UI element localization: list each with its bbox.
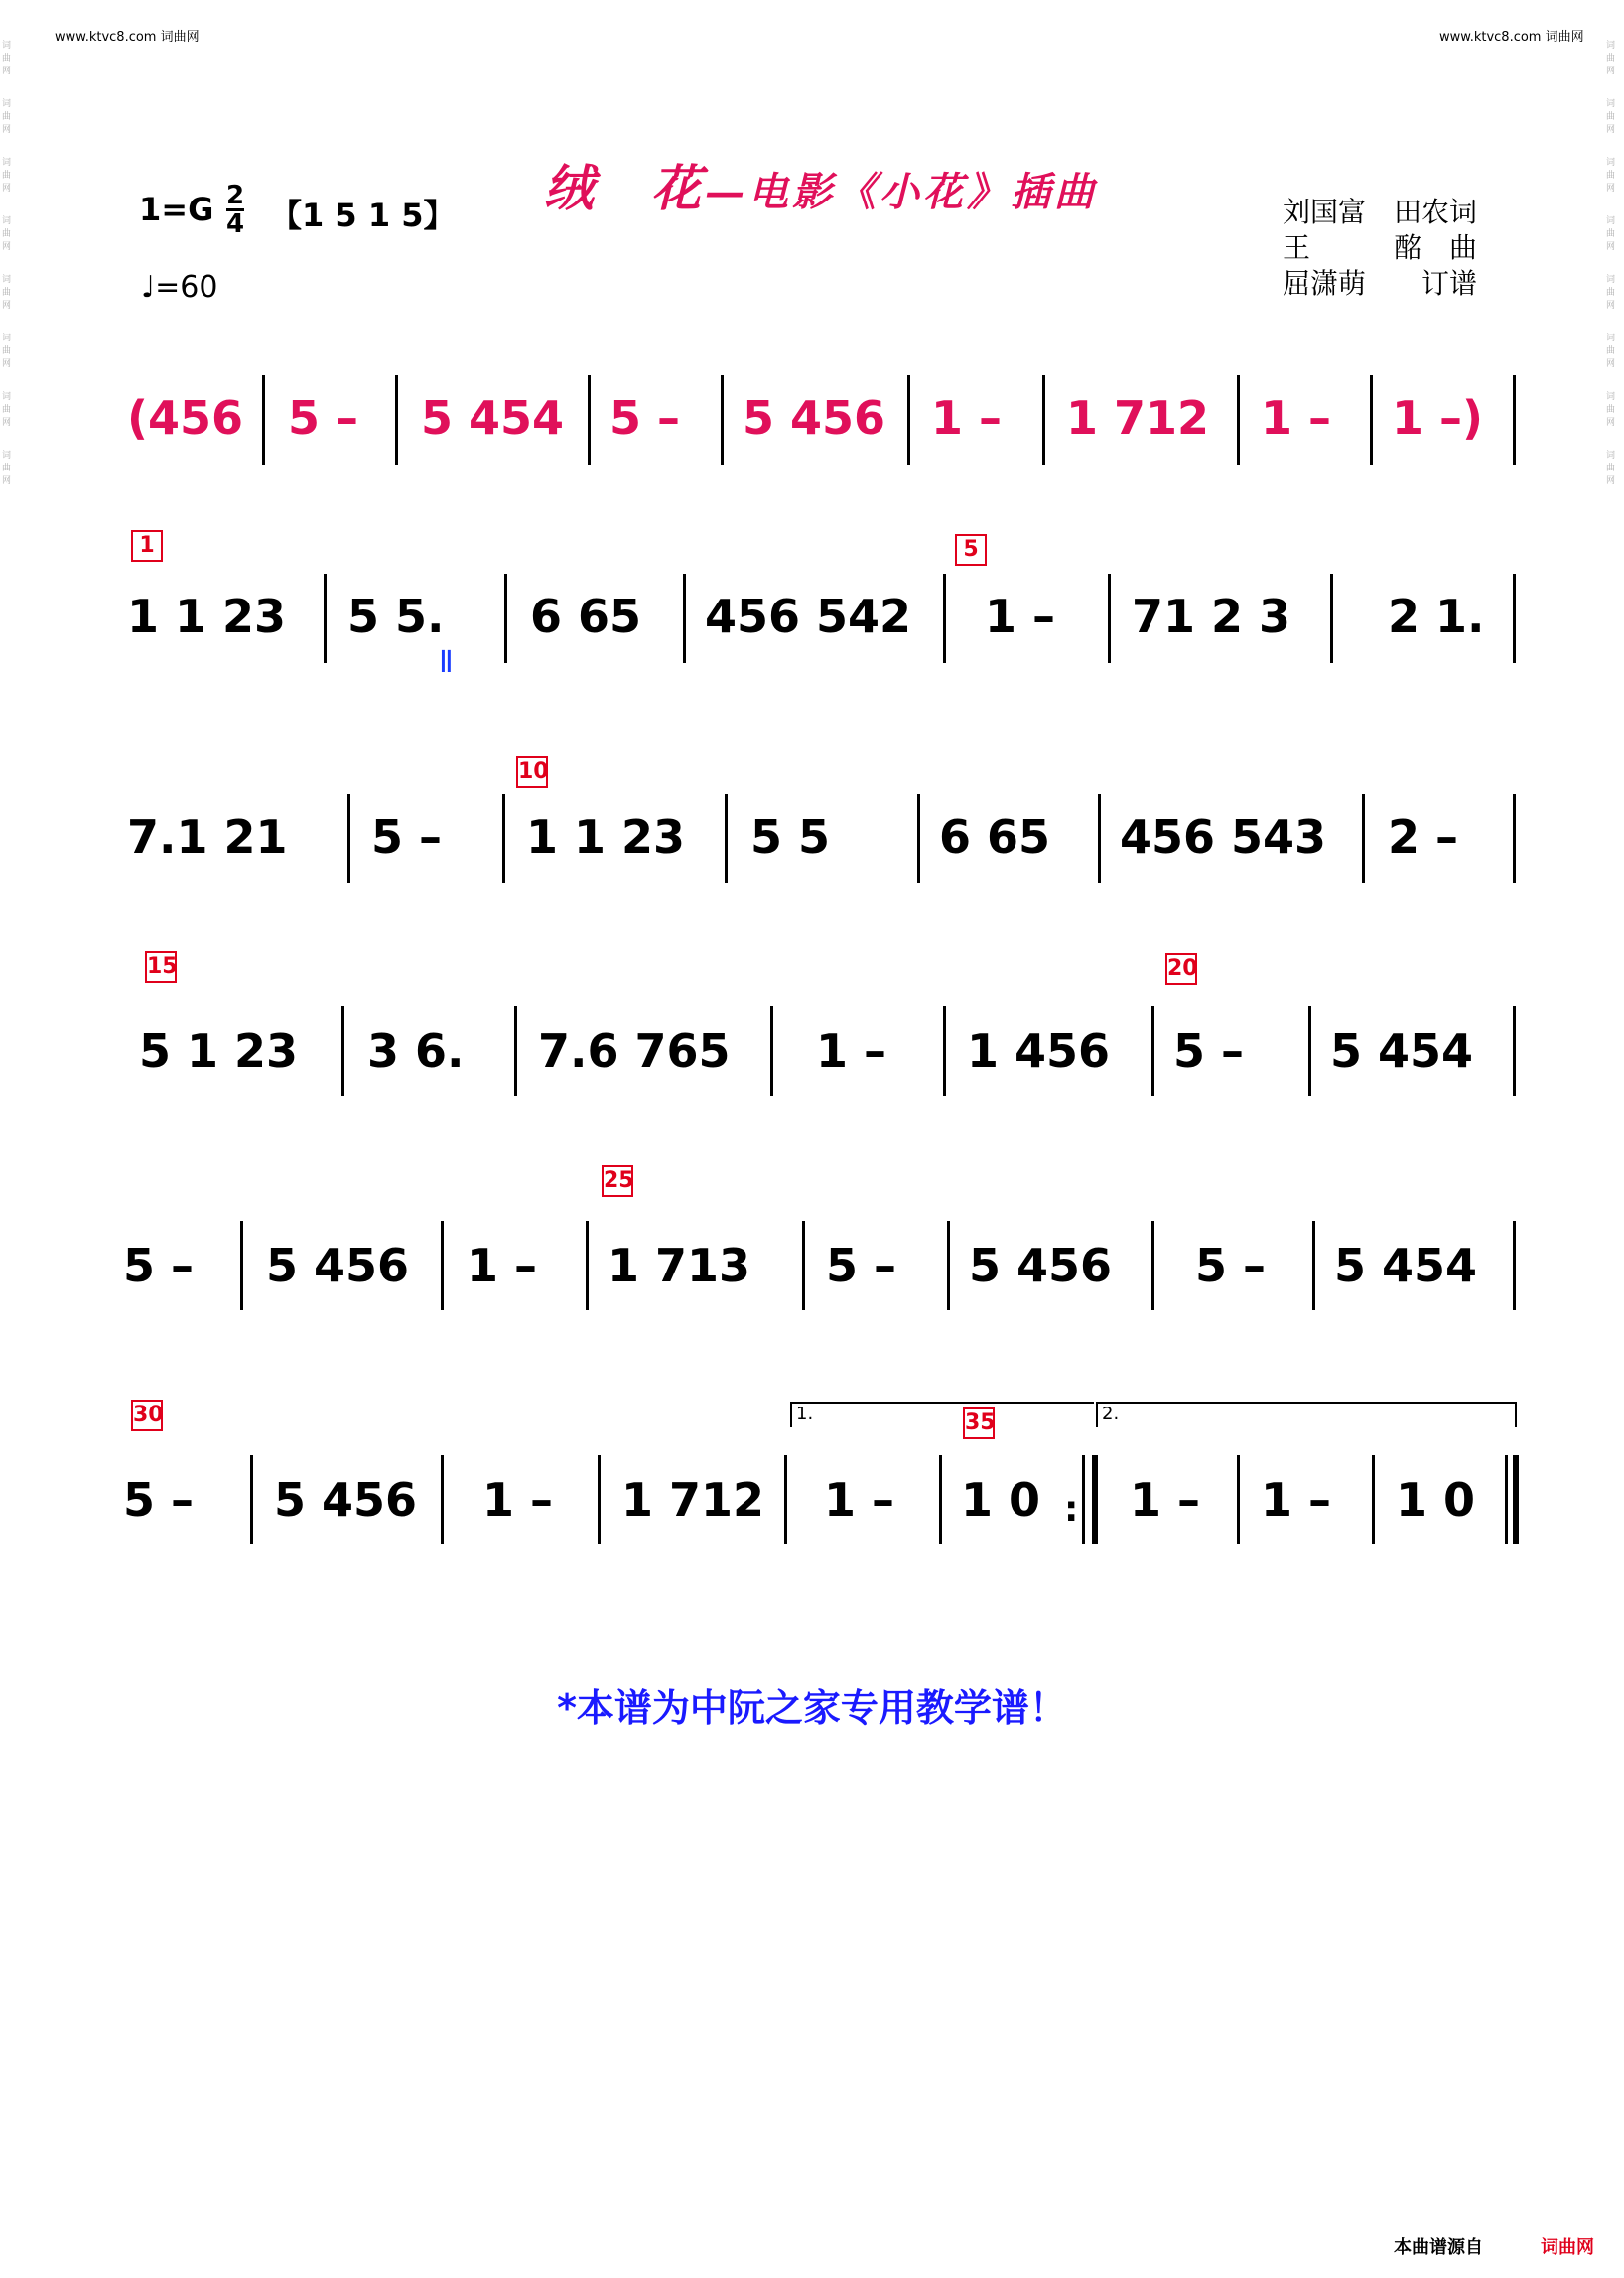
source-label: 本曲谱源自 [1394, 2237, 1483, 2258]
measure: 1 – [985, 590, 1056, 643]
measure: 1 – [1261, 1473, 1332, 1527]
barline [1370, 375, 1373, 465]
repeat-barline [1082, 1455, 1085, 1544]
repeat-dots: : [1064, 1489, 1079, 1530]
side-watermark-right: 词曲网 词曲网 词曲网 词曲网 词曲网 词曲网 词曲网 词曲网 [1606, 41, 1616, 486]
barline [1330, 574, 1333, 663]
final-barline-thick [1513, 1455, 1519, 1544]
barline [598, 1455, 601, 1544]
barline [917, 794, 920, 883]
repeat-barline-thick [1092, 1455, 1098, 1544]
measure: 1 0 [961, 1473, 1041, 1527]
source-site-link[interactable]: 词曲网 [1541, 2237, 1594, 2258]
barline [939, 1455, 942, 1544]
site-label-right[interactable]: www.ktvc8.com 词曲网 [1439, 30, 1584, 45]
measure: 5 – [826, 1239, 897, 1292]
measure: 1 0 [1396, 1473, 1476, 1527]
barline [504, 574, 507, 663]
measure: 1 1 23 [526, 810, 686, 864]
measure: 5 – [123, 1239, 195, 1292]
measure: 5 456 [743, 391, 886, 445]
barline [1513, 1006, 1516, 1096]
barline [683, 574, 686, 663]
measure-number: 15 [145, 951, 177, 983]
barline [907, 375, 910, 465]
measure: 1 – [824, 1473, 895, 1527]
teaching-note: *本谱为中阮之家专用教学谱！ [557, 1686, 1067, 1730]
barline [784, 1455, 787, 1544]
barline [395, 375, 398, 465]
position-mark-II: Ⅱ [439, 645, 454, 680]
measure-number: 20 [1165, 953, 1197, 985]
barline [250, 1455, 253, 1544]
barline [1237, 375, 1240, 465]
measure: 1 – [467, 1239, 538, 1292]
barline [1513, 574, 1516, 663]
measure: 7.1 21 [127, 810, 288, 864]
key-signature: 1=G [139, 191, 214, 228]
measure: 5 454 [421, 391, 565, 445]
measure-number: 1 [131, 530, 163, 562]
barline [586, 1221, 589, 1310]
time-signature: 2 4 [226, 181, 245, 239]
measure: 2 – [1388, 810, 1459, 864]
measure: 1 456 [967, 1024, 1111, 1078]
barline [721, 375, 724, 465]
volta-bracket-2: 2. [1096, 1402, 1517, 1427]
tuning: 【1 5 1 5】 [270, 197, 456, 234]
measure: 5 – [123, 1473, 195, 1527]
measure: 6 65 [939, 810, 1051, 864]
barline [947, 1221, 950, 1310]
barline [802, 1221, 805, 1310]
barline [514, 1006, 517, 1096]
barline [1513, 794, 1516, 883]
measure: 2 1. [1388, 590, 1485, 643]
barline [1362, 794, 1365, 883]
tempo-marking: ♩=60 [141, 270, 218, 305]
measure: 1 1 23 [127, 590, 287, 643]
measure: 5 456 [969, 1239, 1113, 1292]
measure-number: 10 [516, 756, 548, 788]
volta-bracket-1: 1. [790, 1402, 1094, 1427]
final-barline-thin [1505, 1455, 1508, 1544]
credits: 刘国富 田农词 王 酩 曲 屈潇萌 订谱 [1283, 196, 1478, 300]
measure: 1 – [816, 1024, 887, 1078]
barline [341, 1006, 344, 1096]
barline [324, 574, 327, 663]
measure: 1 713 [608, 1239, 751, 1292]
barline [1098, 794, 1101, 883]
measure: 1 –) [1392, 391, 1484, 445]
barline [1308, 1006, 1311, 1096]
measure: 5 – [1195, 1239, 1267, 1292]
measure: 5 5. [347, 590, 445, 643]
barline [1372, 1455, 1375, 1544]
measure: 5 456 [274, 1473, 418, 1527]
barline [441, 1221, 444, 1310]
barline [1042, 375, 1045, 465]
measure-number: 30 [131, 1400, 163, 1431]
measure: 5 – [288, 391, 359, 445]
barline [1513, 375, 1516, 465]
measure: 5 1 23 [139, 1024, 299, 1078]
barline [1151, 1006, 1154, 1096]
measure: 1 712 [621, 1473, 765, 1527]
measure: 1 – [931, 391, 1003, 445]
measure: 5 454 [1330, 1024, 1474, 1078]
measure: 5 – [609, 391, 681, 445]
barline [1513, 1221, 1516, 1310]
measure: 71 2 3 [1132, 590, 1291, 643]
barline [347, 794, 350, 883]
barline [262, 375, 265, 465]
measure: 1 712 [1066, 391, 1210, 445]
measure: 5 5 [750, 810, 831, 864]
song-title: 绒 花—电影《小花》插曲 [544, 159, 1098, 217]
barline [588, 375, 591, 465]
site-label-left[interactable]: www.ktvc8.com 词曲网 [55, 30, 200, 45]
barline [770, 1006, 773, 1096]
measure: 5 454 [1334, 1239, 1478, 1292]
barline [943, 1006, 946, 1096]
barline [943, 574, 946, 663]
measure: 456 542 [705, 590, 912, 643]
barline [1108, 574, 1111, 663]
measure: 5 – [1173, 1024, 1245, 1078]
measure: 5 – [371, 810, 443, 864]
measure: 3 6. [367, 1024, 465, 1078]
measure-number: 5 [955, 534, 987, 566]
barline [502, 794, 505, 883]
measure: (456 [127, 391, 244, 445]
measure: 456 543 [1120, 810, 1327, 864]
measure-number: 35 [963, 1407, 995, 1439]
measure-number: 25 [602, 1165, 633, 1197]
barline [725, 794, 728, 883]
barline [441, 1455, 444, 1544]
barline [240, 1221, 243, 1310]
measure: 5 456 [266, 1239, 410, 1292]
side-watermark-left: 词曲网 词曲网 词曲网 词曲网 词曲网 词曲网 词曲网 词曲网 [2, 41, 12, 486]
measure: 1 – [482, 1473, 554, 1527]
measure: 7.6 765 [538, 1024, 731, 1078]
measure: 1 – [1261, 391, 1332, 445]
barline [1237, 1455, 1240, 1544]
barline [1312, 1221, 1315, 1310]
measure: 6 65 [530, 590, 642, 643]
measure: 1 – [1130, 1473, 1201, 1527]
barline [1151, 1221, 1154, 1310]
